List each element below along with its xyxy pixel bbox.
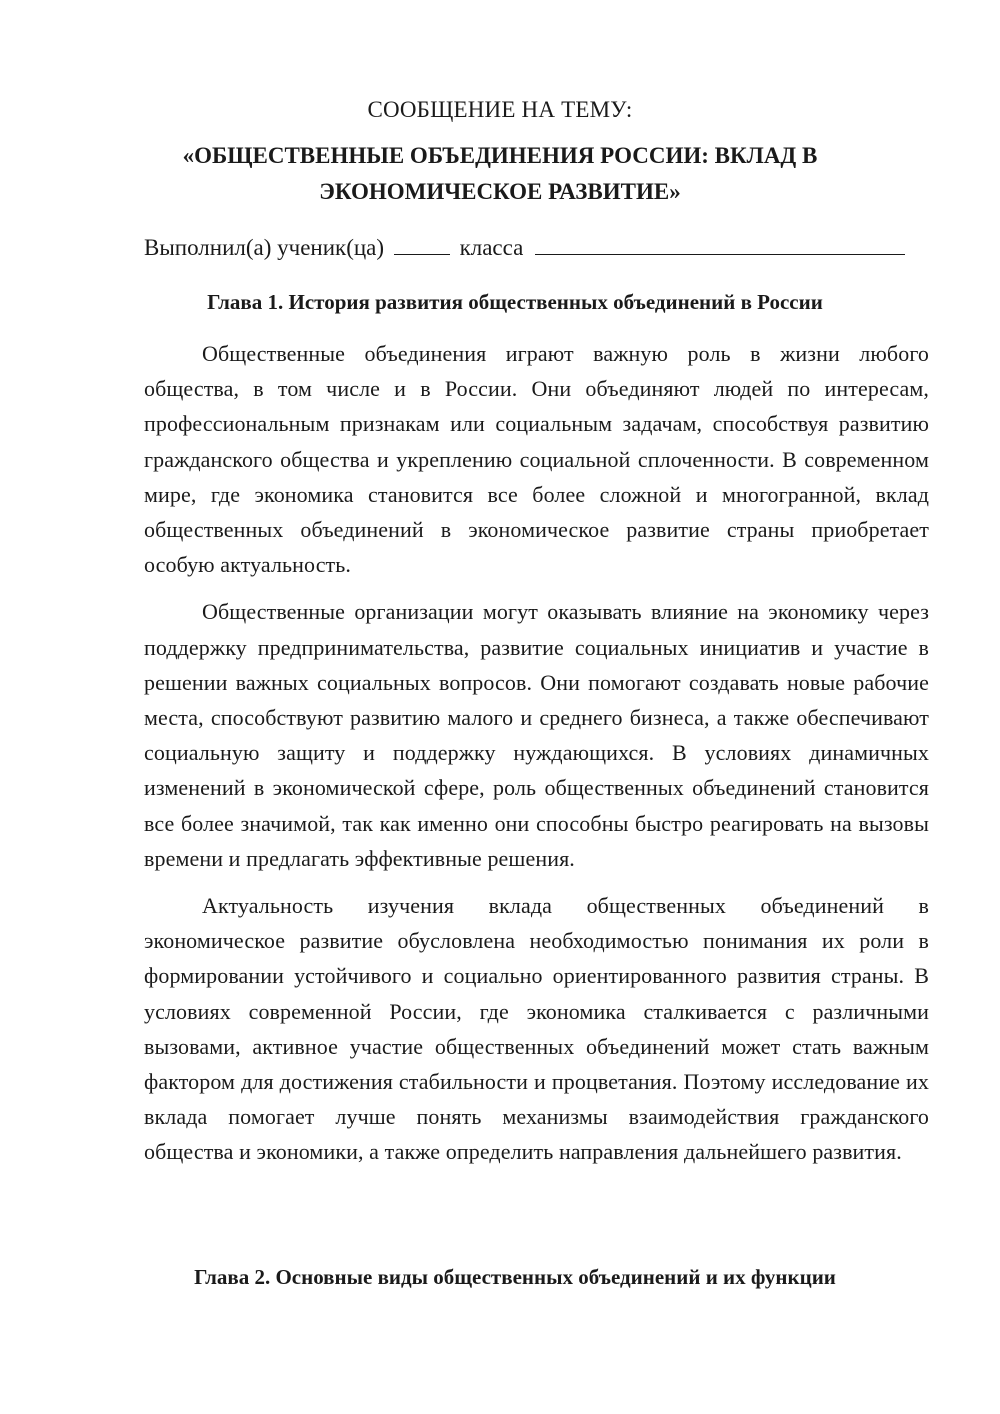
chapter-1-heading: Глава 1. История развития общественных объединений в России [207,290,823,314]
author-prefix: Выполнил(а) ученик(ца) [144,235,385,260]
author-line [144,232,944,264]
class-label: класса [459,235,524,260]
name-blank [535,234,905,255]
document-header [0,94,1000,210]
document-type: СООБЩЕНИЕ НА ТЕМУ: [367,97,633,122]
document-title: «ОБЩЕСТВЕННЫЕ ОБЪЕДИНЕНИЯ РОССИИ: ВКЛАД В ЭКОНОМИЧЕСКОЕ РАЗВИТИЕ» [182,143,818,204]
paragraph: Актуальность изучения вклада общественных объединений в экономическое развитие обусловлена необходимостью понимания их роли в формировании устойчивого и социально ориентированного развития страны. В условиях современной России, где экономика сталкивается с различными вызовами, активное участие общественных объединений может стать важным фактором для достижения стабильности и процветания. Поэтому исследование их вклада помогает лучше понять механизмы взаимодействия гражданского общества и экономики, а также определить направления дальнейшего развития. [144,893,929,1165]
chapter-2-heading: Глава 2. Основные виды общественных объединений и их функции [194,1265,836,1289]
paragraph: Общественные организации могут оказывать влияние на экономику через поддержку предпринимательства, развитие социальных инициатив и участие в решении важных социальных вопросов. Они помогают создавать новые рабочие места, способствуют развитию малого и среднего бизнеса, а также обеспечивают социальную защиту и поддержку нуждающихся. В условиях динамичных изменений в экономической сфере, роль общественных объединений становится все более значимой, так как именно они способны быстро реагировать на вызовы времени и предлагать эффективные решения. [144,599,929,871]
paragraph: Общественные объединения играют важную роль в жизни любого общества, в том числе и в России. Они объединяют людей по интересам, профессиональным признакам или социальным задачам, способствуя развитию гражданского общества и укреплению социальной сплоченности. В современном мире, где экономика становится все более сложной и многогранной, вклад общественных объединений в экономическое развитие страны приобретает особую актуальность. [144,341,929,578]
grade-blank [394,234,450,255]
chapter-1-body [144,336,929,1182]
